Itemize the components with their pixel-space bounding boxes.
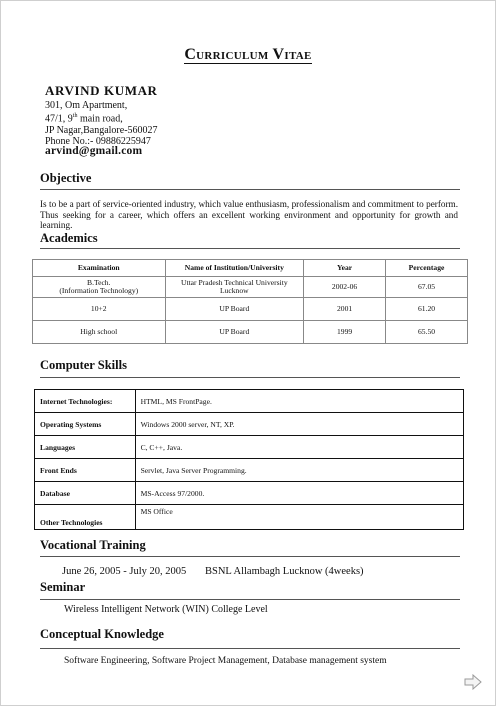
skill-category: Other Technologies <box>35 505 136 530</box>
table-cell: 61.20 <box>386 298 468 321</box>
address-line: JP Nagar,Bangalore-560027 <box>45 124 158 136</box>
column-header: Percentage <box>386 260 468 277</box>
seminar-text: Wireless Intelligent Network (WIN) College Level <box>64 604 268 615</box>
skill-value: MS Office <box>135 505 463 530</box>
table-cell: UP Board <box>165 298 304 321</box>
conceptual-text: Software Engineering, Software Project Management, Database management system <box>64 656 387 666</box>
section-divider <box>40 599 460 600</box>
table-cell: 1999 <box>304 321 386 344</box>
table-cell: 65.50 <box>386 321 468 344</box>
table-cell: High school <box>33 321 166 344</box>
table-row <box>35 436 464 459</box>
page-title-text: Curriculum Vitae <box>184 46 312 63</box>
address-line: 301, Om Apartment, <box>45 100 128 111</box>
section-divider <box>40 377 460 378</box>
training-place: BSNL Allambagh Lucknow (4weeks) <box>205 566 364 577</box>
column-header: Year <box>304 260 386 277</box>
academics-table <box>32 259 468 344</box>
column-header: Examination <box>33 260 166 277</box>
table-cell: 67.05 <box>386 277 468 298</box>
table-cell: UP Board <box>165 321 304 344</box>
section-heading-vocational-training: Vocational Training <box>40 538 146 552</box>
computer-skills-table <box>34 389 464 530</box>
table-row <box>35 482 464 505</box>
section-divider <box>40 556 460 557</box>
table-row <box>35 505 464 530</box>
arrow-right-icon[interactable] <box>464 674 482 690</box>
objective-text: Is to be a part of service-oriented industry, which value enthusiasm, professionalism and commitment to perform. Thus seeking for a career, which offers an excellent working environment and opportunity for growth and learning. <box>40 199 458 230</box>
skill-category: Front Ends <box>35 459 136 482</box>
table-row <box>33 321 468 344</box>
section-heading-conceptual-knowledge: Conceptual Knowledge <box>40 627 164 641</box>
section-heading-objective: Objective <box>40 171 92 185</box>
section-divider <box>40 648 460 649</box>
skill-category: Operating Systems <box>35 413 136 436</box>
candidate-name: ARVIND KUMAR <box>45 83 158 98</box>
table-row <box>33 277 468 298</box>
table-row <box>35 413 464 436</box>
skill-value: Servlet, Java Server Programming. <box>135 459 463 482</box>
skill-value: Windows 2000 server, NT, XP. <box>135 413 463 436</box>
section-divider <box>40 189 460 190</box>
table-row <box>35 390 464 413</box>
section-divider <box>40 248 460 249</box>
skill-value: MS-Access 97/2000. <box>135 482 463 505</box>
phone-line: Phone No.:- 09886225947 <box>45 135 151 147</box>
table-row <box>33 298 468 321</box>
table-cell: 10+2 <box>33 298 166 321</box>
column-header: Name of Institution/University <box>165 260 304 277</box>
skill-category: Database <box>35 482 136 505</box>
section-heading-seminar: Seminar <box>40 580 86 594</box>
section-heading-academics: Academics <box>40 231 98 245</box>
section-heading-computer-skills: Computer Skills <box>40 358 127 372</box>
table-header-row <box>33 260 468 277</box>
table-row <box>35 459 464 482</box>
address-block <box>45 100 158 147</box>
skill-category: Languages <box>35 436 136 459</box>
training-dates: June 26, 2005 - July 20, 2005 <box>62 566 187 577</box>
table-cell: Uttar Pradesh Technical University Lucknow <box>165 277 304 298</box>
table-cell: 2002-06 <box>304 277 386 298</box>
email-address[interactable]: arvind@gmail.com <box>45 145 143 157</box>
table-cell: B.Tech. (Information Technology) <box>33 277 166 298</box>
page-title <box>0 46 496 64</box>
skill-value: C, C++, Java. <box>135 436 463 459</box>
skill-category: Internet Technologies: <box>35 390 136 413</box>
address-line: 47/1, 9th main road, <box>45 113 123 125</box>
table-cell: 2001 <box>304 298 386 321</box>
skill-value: HTML, MS FrontPage. <box>135 390 463 413</box>
